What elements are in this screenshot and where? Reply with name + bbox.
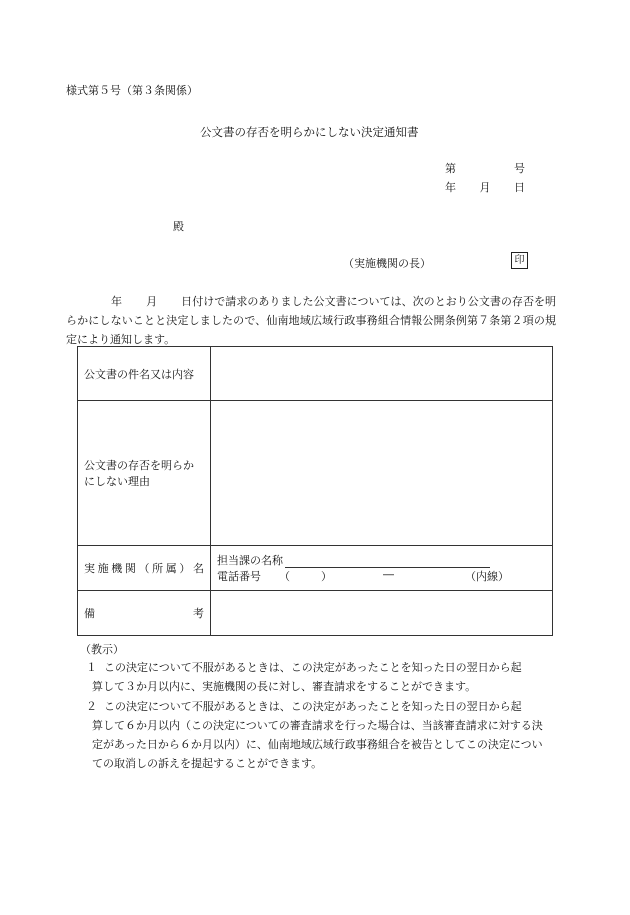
remarks-value[interactable] xyxy=(211,591,553,636)
note-rest: 算して３か月以内に、実施機関の長に対し、審査請求をすることができます。 xyxy=(92,680,477,693)
note-item xyxy=(86,697,552,773)
agency-label: 実施機関（所属）名 xyxy=(78,546,211,591)
phone-open-paren: （ xyxy=(279,570,290,583)
phone-extension: （内線） xyxy=(465,570,509,583)
seal-mark: 印 xyxy=(511,252,528,269)
notice-body xyxy=(66,292,556,349)
table-row xyxy=(78,401,553,546)
contact-section-underline xyxy=(285,556,490,568)
document-date xyxy=(445,179,525,195)
number-prefix: 第 xyxy=(445,162,456,175)
document-title: 公文書の存否を明らかにしない決定通知書 xyxy=(200,125,419,139)
date-month: 月 xyxy=(479,181,491,194)
note-line1: この決定について不服があるときは、この決定があったことを知った日の翌日から起 xyxy=(104,700,522,713)
body-text: 日付けで請求のありました公文書については、次のとおり公文書の存否を明らかにしないことと決定しましたので、仙南地域広域行政事務組合情報公開条例第７条第２項の規定により通知します。 xyxy=(66,295,557,346)
note-number: ２ xyxy=(86,700,97,713)
note-item xyxy=(86,658,552,696)
table-row xyxy=(78,347,553,401)
note-number: １ xyxy=(86,661,97,674)
issuer-title: （実施機関の長） xyxy=(343,257,431,270)
decision-table xyxy=(77,346,553,636)
table-row xyxy=(78,591,553,636)
note-line1: この決定について不服があるときは、この決定があったことを知った日の翌日から起 xyxy=(104,661,522,674)
remarks-label: 備 考 xyxy=(78,591,211,636)
phone-dash: ― xyxy=(383,568,394,581)
reason-label xyxy=(78,401,211,546)
body-month: 月 xyxy=(146,295,158,308)
agency-value[interactable] xyxy=(211,546,553,591)
addressee-honorific: 殿 xyxy=(173,220,184,233)
reason-label-line2: にしない理由 xyxy=(84,475,150,488)
phone-close-paren: ） xyxy=(321,570,332,583)
reason-label-line1: 公文書の存否を明らか xyxy=(84,459,194,472)
note-rest: 算して６か月以内（この決定についての審査請求を行った場合は、当該審査請求に対する決定があった日から６か月以内）に、仙南地域広域行政事務組合を被告としてこの決定についての取消しの訴えを提起することができます。 xyxy=(92,719,543,770)
table-row xyxy=(78,546,553,591)
form-number: 様式第５号（第３条関係） xyxy=(66,84,198,97)
subject-label: 公文書の件名又は内容 xyxy=(78,347,211,401)
number-suffix: 号 xyxy=(514,162,525,175)
document-number xyxy=(445,160,525,176)
body-year: 年 xyxy=(111,295,123,308)
date-year: 年 xyxy=(445,181,456,194)
phone-label: 電話番号 xyxy=(217,570,261,583)
subject-value[interactable] xyxy=(211,347,553,401)
date-day: 日 xyxy=(514,181,525,194)
reason-value[interactable] xyxy=(211,401,553,546)
contact-section-label: 担当課の名称 xyxy=(217,554,283,567)
notes-heading: （教示） xyxy=(80,643,124,656)
